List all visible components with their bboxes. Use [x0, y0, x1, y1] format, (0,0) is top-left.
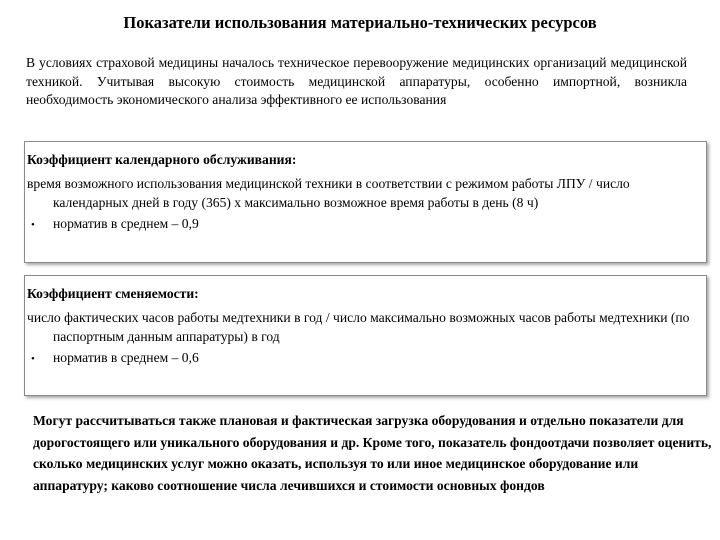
- bullet-icon: •: [31, 219, 35, 231]
- coefficient-formula: время возможного использования медицинской техники в соответствии с режимом работы ЛПУ / число календарных дней в году (365) х максимально возможное время работы в день (8 ч): [27, 176, 630, 210]
- coefficient-heading: Коэффициент сменяемости:: [27, 286, 199, 301]
- intro-paragraph: В условиях страховой медицины началось техническое перевооружение медицинских организаций медицинской техникой. Учитывая высокую стоимость медицинской аппаратуры, особенно импортной, возникла необходимость экономического анализа эффективного ее использования: [26, 55, 687, 107]
- bullet-icon: •: [31, 353, 35, 365]
- norm-value: норматив в среднем – 0,9: [53, 216, 199, 231]
- calendar-service-coefficient-box: [24, 141, 707, 263]
- norm-bullet-item: [27, 348, 704, 369]
- norm-bullet-item: [27, 214, 704, 235]
- conclusion-paragraph: Могут рассчитываться также плановая и фактическая загрузка оборудования и отдельно показатели для дорогостоящего или уникального оборудования и др. Кроме того, показатель фондоотдачи позволяет оценить, сколько медицинских услуг можно оказать, используя то или иное медицинское оборудование или аппаратуру; каково соотношение числа лечившихся и стоимости основных фондов: [33, 413, 712, 493]
- coefficient-formula: число фактических часов работы медтехники в год / число максимально возможных часов работы медтехники (по паспортным данным аппаратуры) в год: [27, 310, 690, 344]
- norm-value: норматив в среднем – 0,6: [53, 350, 199, 365]
- shift-coefficient-box: [24, 275, 707, 396]
- coefficient-heading: Коэффициент календарного обслуживания:: [27, 152, 297, 167]
- page-title: Показатели использования материально-технических ресурсов: [123, 13, 597, 32]
